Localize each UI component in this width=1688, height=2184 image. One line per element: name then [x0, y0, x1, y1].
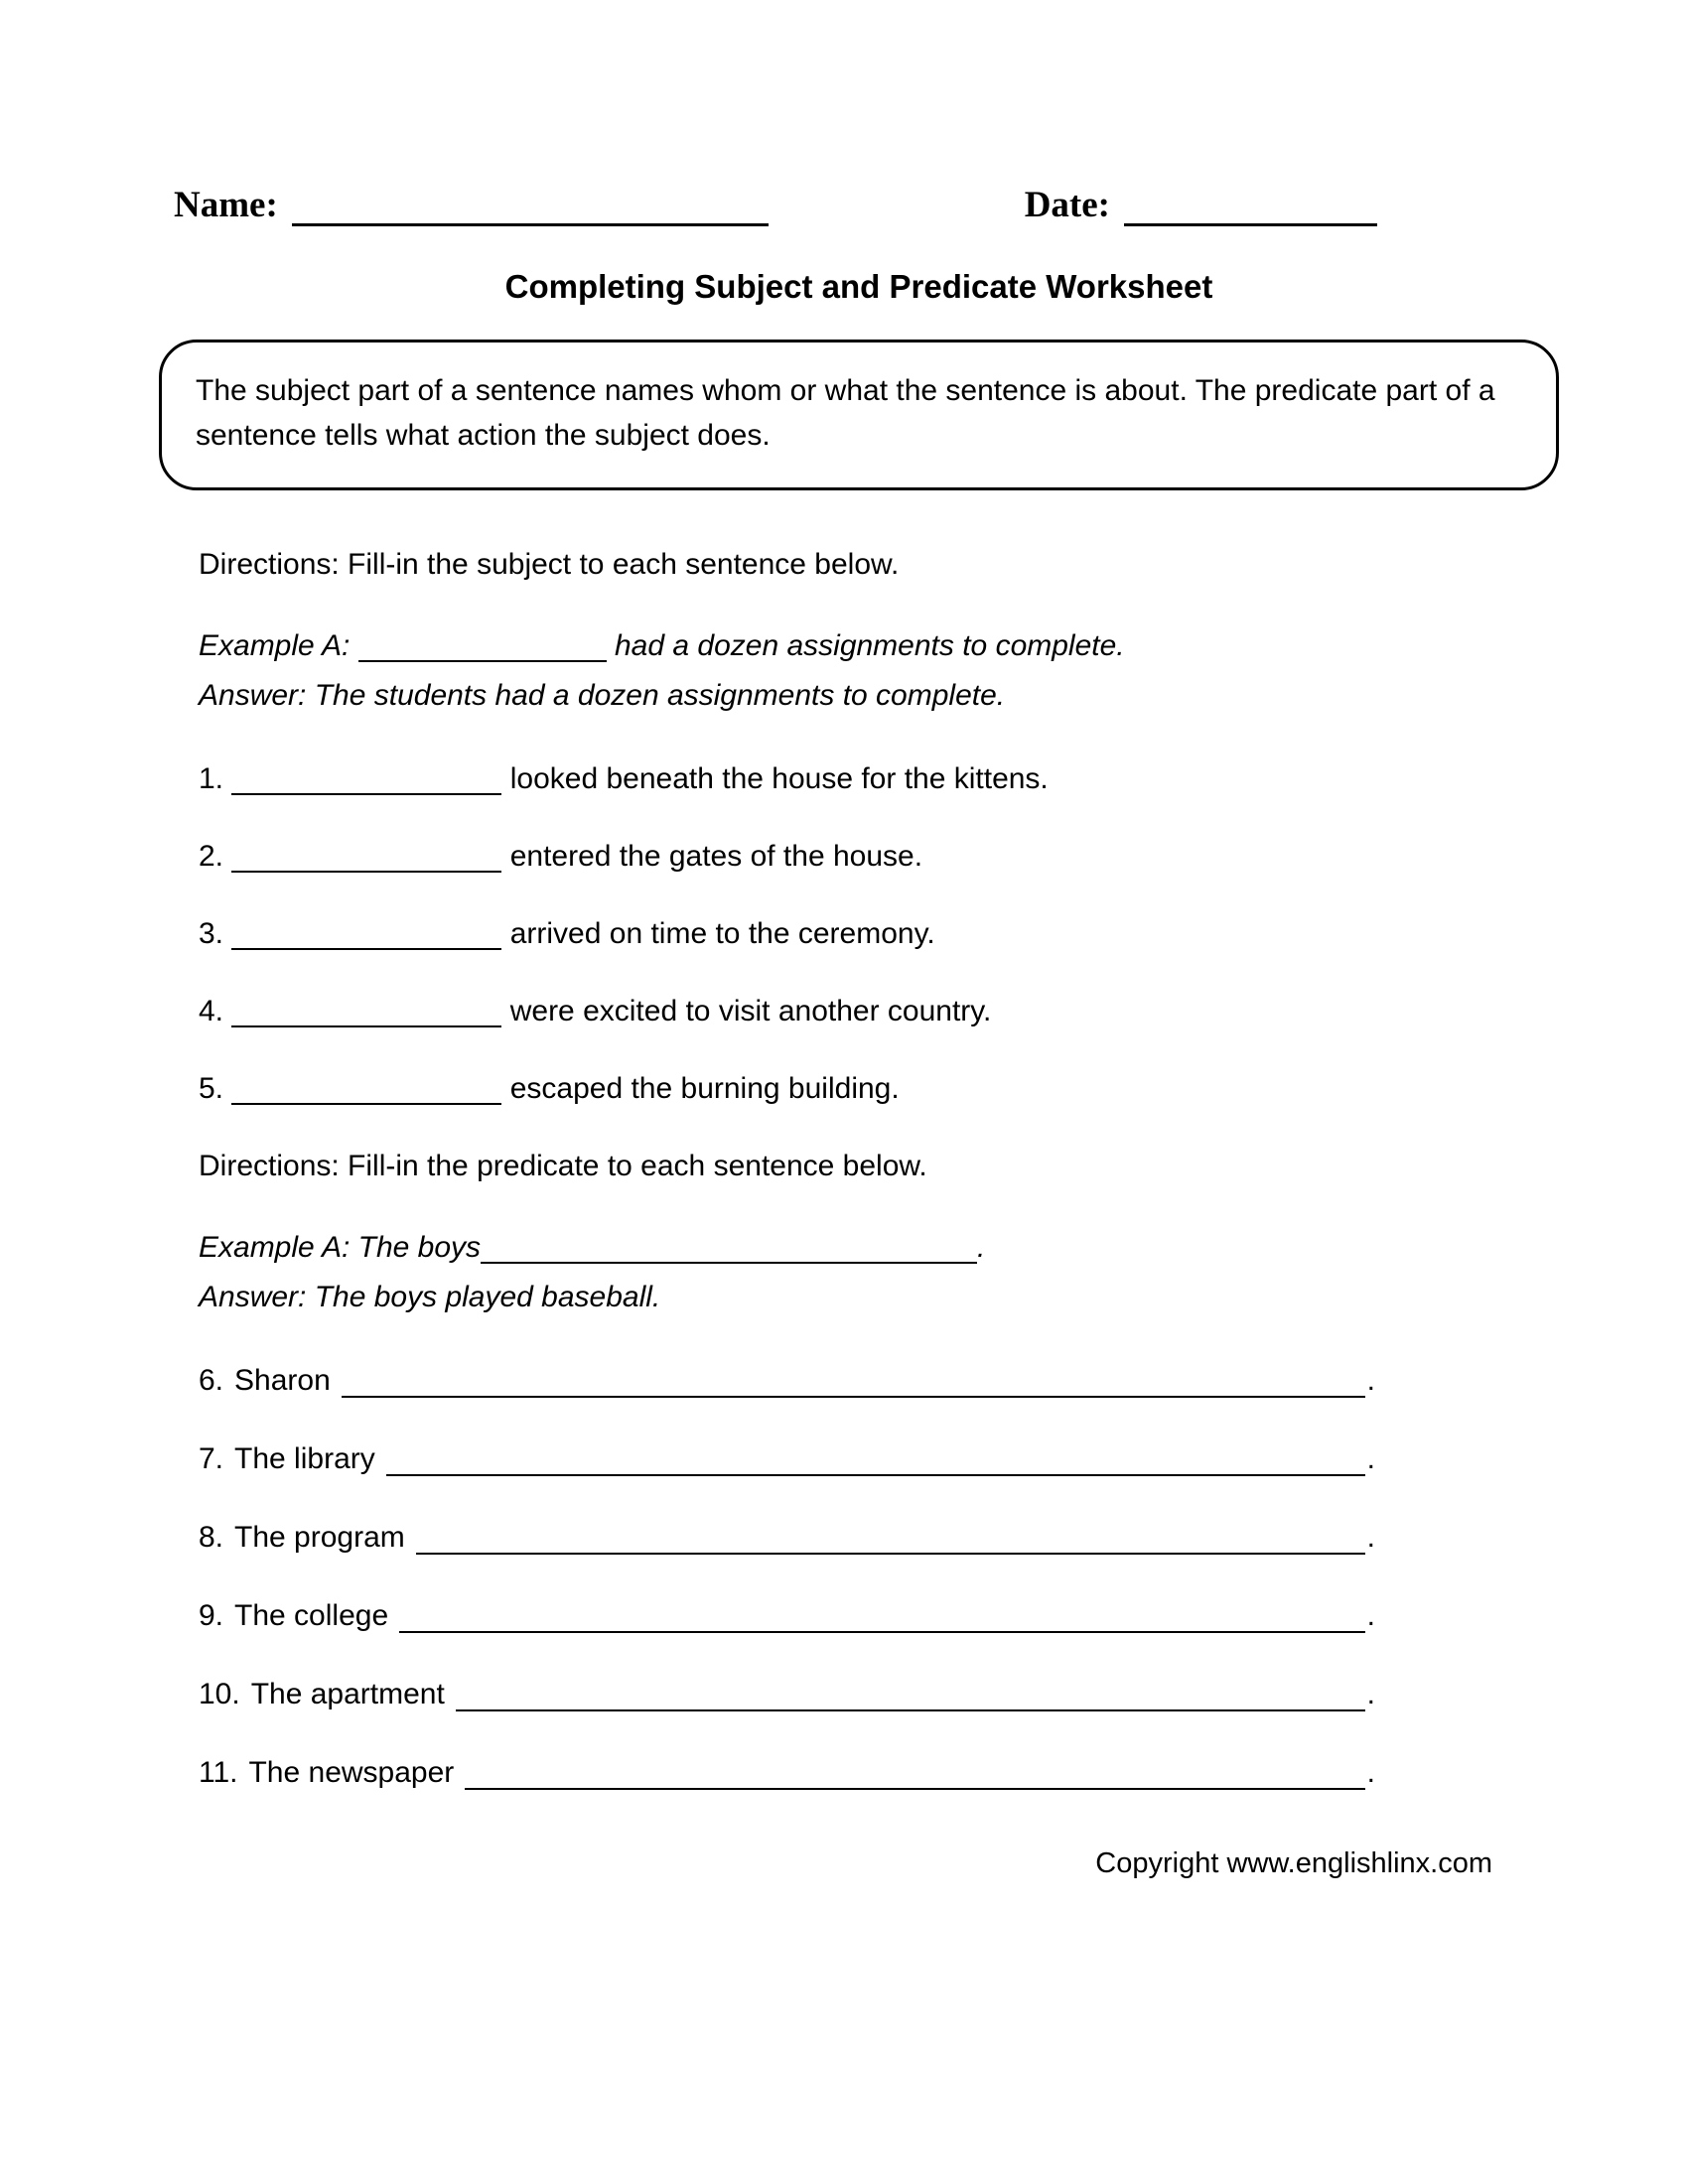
- subject-blank-line: [231, 764, 501, 796]
- definition-text: The subject part of a sentence names whom or what the sentence is about. The predicate part of a sentence tells what action the subject does.: [196, 374, 1495, 452]
- item-text: entered the gates of the house.: [509, 840, 923, 873]
- example-predicate-blank-line: [481, 1233, 977, 1265]
- section1-directions: Directions: Fill-in the subject to each sentence below.: [199, 548, 900, 581]
- fill-predicate-item-7: [199, 1442, 1375, 1476]
- fill-predicate-item-9: [199, 1599, 1375, 1633]
- item-text: The program: [234, 1521, 405, 1554]
- item-number: 8.: [199, 1521, 224, 1554]
- example-suffix: had a dozen assignments to complete.: [614, 629, 1125, 662]
- item-number: 9.: [199, 1599, 224, 1632]
- example-subject-blank-line: [358, 631, 607, 663]
- section2-example-answer: Answer: The boys played baseball.: [199, 1281, 661, 1313]
- section1-example-answer: Answer: The students had a dozen assignments to complete.: [199, 679, 1006, 712]
- definition-box: [159, 340, 1559, 490]
- predicate-blank-line: [342, 1367, 1365, 1399]
- predicate-blank-line: [386, 1445, 1365, 1477]
- date-label: Date:: [1024, 185, 1110, 225]
- item-text: The apartment: [250, 1678, 445, 1710]
- sentence-period: .: [1366, 1678, 1375, 1710]
- fill-subject-item-2: [199, 840, 1544, 874]
- sentence-period: .: [1366, 1364, 1375, 1397]
- header-row: [174, 184, 1544, 226]
- predicate-blank-line: [416, 1524, 1365, 1556]
- item-number: 1.: [199, 762, 224, 795]
- item-text: The library: [234, 1442, 375, 1475]
- fill-predicate-item-11: [199, 1756, 1375, 1790]
- item-text: The college: [234, 1599, 389, 1632]
- fill-subject-item-3: [199, 917, 1544, 951]
- fill-subject-item-4: [199, 995, 1544, 1028]
- example-prefix: Example A:: [199, 629, 351, 662]
- subject-blank-line: [231, 1074, 501, 1106]
- section2-example-line: [199, 1231, 1544, 1265]
- sentence-period: .: [1366, 1521, 1375, 1554]
- item-number: 6.: [199, 1364, 224, 1397]
- sentence-period: .: [1366, 1756, 1375, 1789]
- subject-blank-line: [231, 842, 501, 874]
- name-field-group: [174, 184, 769, 226]
- item-text: looked beneath the house for the kittens.: [509, 762, 1049, 795]
- item-number: 7.: [199, 1442, 224, 1475]
- item-number: 11.: [199, 1756, 238, 1789]
- item-text: were excited to visit another country.: [509, 995, 992, 1027]
- fill-predicate-item-10: [199, 1678, 1375, 1711]
- worksheet-body: [199, 548, 1544, 1880]
- copyright-text: Copyright www.englishlinx.com: [1095, 1847, 1492, 1879]
- sentence-period: .: [1366, 1599, 1375, 1632]
- item-number: 3.: [199, 917, 224, 950]
- fill-subject-item-5: [199, 1072, 1544, 1106]
- item-text: The newspaper: [248, 1756, 455, 1789]
- section1-example-line: [199, 629, 1544, 663]
- item-text: escaped the burning building.: [509, 1072, 900, 1105]
- predicate-blank-line: [465, 1759, 1364, 1791]
- item-number: 4.: [199, 995, 224, 1027]
- subject-blank-line: [231, 919, 501, 951]
- date-blank-line: [1124, 190, 1377, 226]
- name-blank-line: [292, 190, 769, 226]
- item-number: 5.: [199, 1072, 224, 1105]
- predicate-blank-line: [456, 1681, 1365, 1712]
- date-field-group: [1025, 184, 1377, 226]
- fill-predicate-item-8: [199, 1521, 1375, 1555]
- sentence-period: .: [977, 1231, 986, 1264]
- item-text: Sharon: [234, 1364, 331, 1397]
- fill-predicate-item-6: [199, 1364, 1375, 1398]
- item-number: 10.: [199, 1678, 240, 1710]
- item-text: arrived on time to the ceremony.: [509, 917, 935, 950]
- section2-directions: Directions: Fill-in the predicate to each sentence below.: [199, 1150, 927, 1182]
- fill-subject-item-1: [199, 762, 1544, 796]
- name-label: Name:: [174, 185, 278, 225]
- predicate-blank-line: [399, 1602, 1365, 1634]
- sentence-period: .: [1366, 1442, 1375, 1475]
- example-prefix: Example A: The boys: [199, 1231, 482, 1264]
- item-number: 2.: [199, 840, 224, 873]
- page-title: Completing Subject and Predicate Worksheet: [504, 268, 1213, 305]
- subject-blank-line: [231, 997, 501, 1028]
